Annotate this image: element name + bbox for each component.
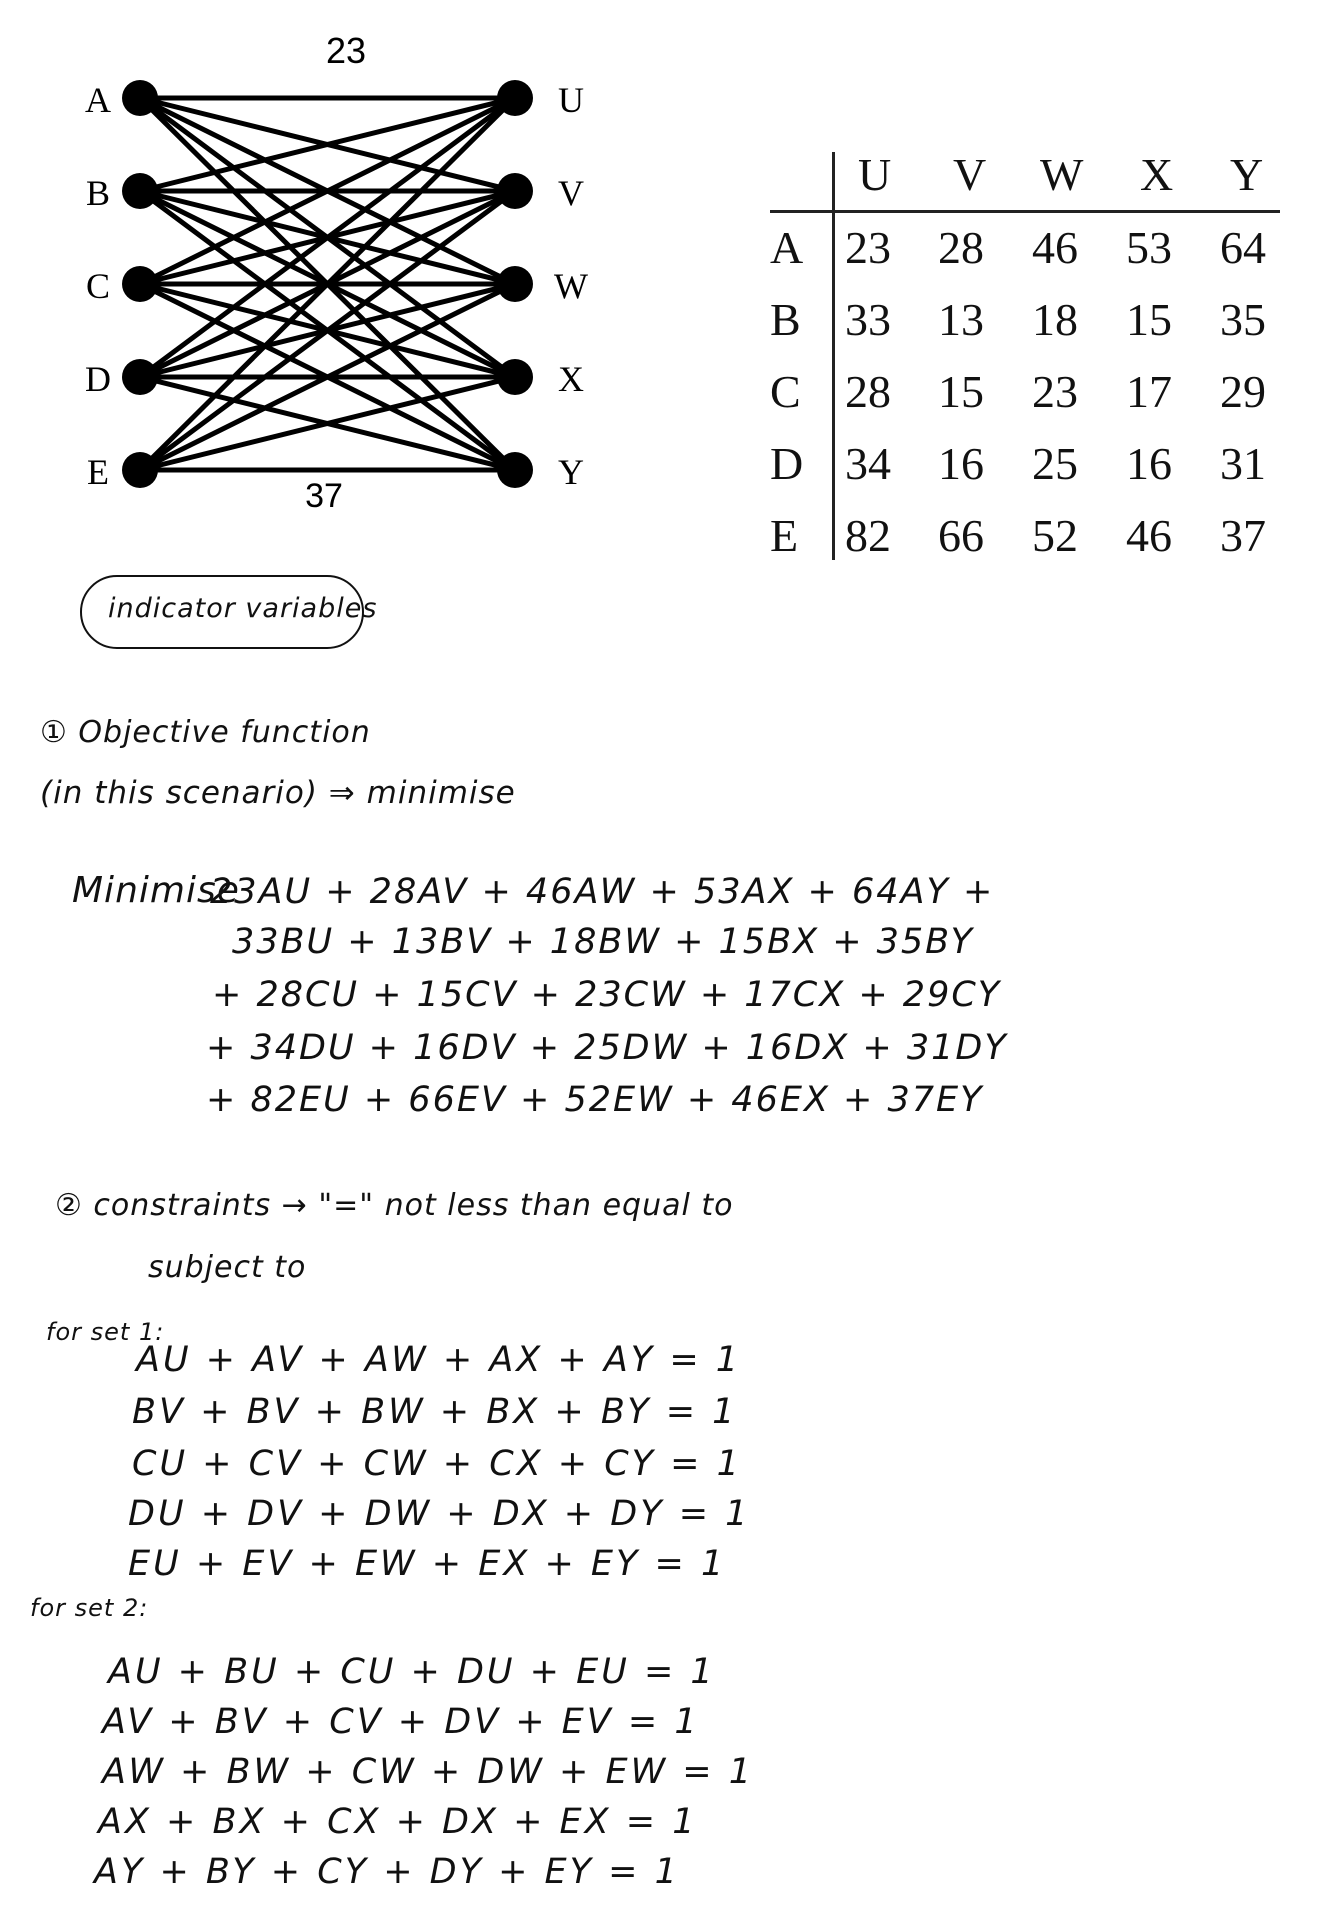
cost-table	[770, 140, 1290, 570]
objective-line: 33BU + 13BV + 18BW + 15BX + 35BY	[232, 922, 974, 962]
column-header: X	[1140, 149, 1174, 200]
node-label: V	[558, 173, 584, 213]
table-cell: 28	[845, 366, 891, 417]
table-vertical-rule	[832, 152, 835, 560]
table-cell: 16	[938, 438, 984, 489]
objective-subtitle: (in this scenario) ⇒ minimise	[40, 775, 516, 811]
objective-line: + 28CU + 15CV + 23CW + 17CX + 29CY	[212, 975, 1002, 1015]
table-cell: 18	[1032, 294, 1078, 345]
node-label: Y	[558, 452, 584, 492]
table-cell: 28	[938, 222, 984, 273]
constraint-line: BV + BV + BW + BX + BY = 1	[132, 1392, 738, 1432]
table-cell: 13	[938, 294, 984, 345]
table-cell: 52	[1032, 510, 1078, 561]
indicator-label: indicator variables	[108, 593, 378, 624]
objective-line: + 82EU + 66EV + 52EW + 46EX + 37EY	[206, 1080, 984, 1120]
table-cell: 17	[1126, 366, 1172, 417]
table-cell: 23	[845, 222, 891, 273]
top-edge-label: 23	[325, 30, 367, 71]
constraint-line: AU + BU + CU + DU + EU = 1	[108, 1652, 716, 1692]
node-Y	[497, 452, 533, 488]
set2-label: for set 2:	[30, 1594, 149, 1622]
table-cell: 53	[1126, 222, 1172, 273]
node-label: D	[85, 359, 111, 399]
column-header: Y	[1230, 149, 1264, 200]
constraint-line: AX + BX + CX + DX + EX = 1	[98, 1802, 698, 1842]
node-E	[122, 452, 158, 488]
table-cell: 46	[1126, 510, 1172, 561]
table-cell: 82	[845, 510, 891, 561]
constraint-line: DU + DV + DW + DX + DY = 1	[128, 1494, 751, 1534]
node-label: E	[87, 452, 109, 492]
table-cell: 29	[1220, 366, 1266, 417]
table-cell: 16	[1126, 438, 1172, 489]
table-horizontal-rule	[770, 210, 1280, 213]
table-cell: 34	[845, 438, 891, 489]
constraint-line: AU + AV + AW + AX + AY = 1	[136, 1340, 742, 1380]
table-cell: 15	[938, 366, 984, 417]
constraint-line: EU + EV + EW + EX + EY = 1	[128, 1544, 727, 1584]
row-label: B	[770, 294, 801, 345]
node-X	[497, 359, 533, 395]
table-cell: 66	[938, 510, 984, 561]
bottom-edge-label: 37	[305, 477, 343, 515]
table-cell: 64	[1220, 222, 1266, 273]
constraint-line: AW + BW + CW + DW + EW = 1	[102, 1752, 755, 1792]
objective-line: 23AU + 28AV + 46AW + 53AX + 64AY +	[210, 872, 995, 912]
node-B	[122, 173, 158, 209]
node-label: X	[558, 359, 584, 399]
table-cell: 33	[845, 294, 891, 345]
minimise-label: Minimise	[72, 870, 240, 911]
constraints-title: ② constraints → "=" not less than equal to	[55, 1188, 734, 1223]
objective-title: ① Objective function	[40, 715, 371, 750]
row-label: A	[770, 222, 804, 273]
column-header: U	[858, 149, 892, 200]
row-label: E	[770, 510, 799, 561]
node-A	[122, 80, 158, 116]
set1-label: for set 1:	[46, 1318, 165, 1346]
constraint-line: AV + BV + CV + DV + EV = 1	[102, 1702, 700, 1742]
node-label: A	[85, 80, 111, 120]
node-U	[497, 80, 533, 116]
bipartite-graph	[60, 20, 620, 530]
constraint-line: CU + CV + CW + CX + CY = 1	[132, 1444, 742, 1484]
node-label: U	[558, 80, 584, 120]
node-V	[497, 173, 533, 209]
table-cell: 37	[1220, 510, 1266, 561]
table-cell: 46	[1032, 222, 1078, 273]
node-D	[122, 359, 158, 395]
objective-line: + 34DU + 16DV + 25DW + 16DX + 31DY	[206, 1028, 1008, 1068]
node-W	[497, 266, 533, 302]
node-label: B	[85, 173, 111, 213]
row-label: C	[770, 366, 801, 417]
node-label: C	[85, 266, 111, 306]
subject-to: subject to	[148, 1250, 307, 1285]
table-cell: 31	[1220, 438, 1266, 489]
column-header: W	[1040, 149, 1084, 200]
constraint-line: AY + BY + CY + DY + EY = 1	[94, 1852, 680, 1892]
row-label: D	[770, 438, 804, 489]
table-cell: 15	[1126, 294, 1172, 345]
table-cell: 23	[1032, 366, 1078, 417]
node-label: W	[554, 266, 588, 306]
node-C	[122, 266, 158, 302]
graph-edges	[140, 98, 515, 470]
column-header: V	[953, 149, 987, 200]
table-cell: 35	[1220, 294, 1266, 345]
table-cell: 25	[1032, 438, 1078, 489]
